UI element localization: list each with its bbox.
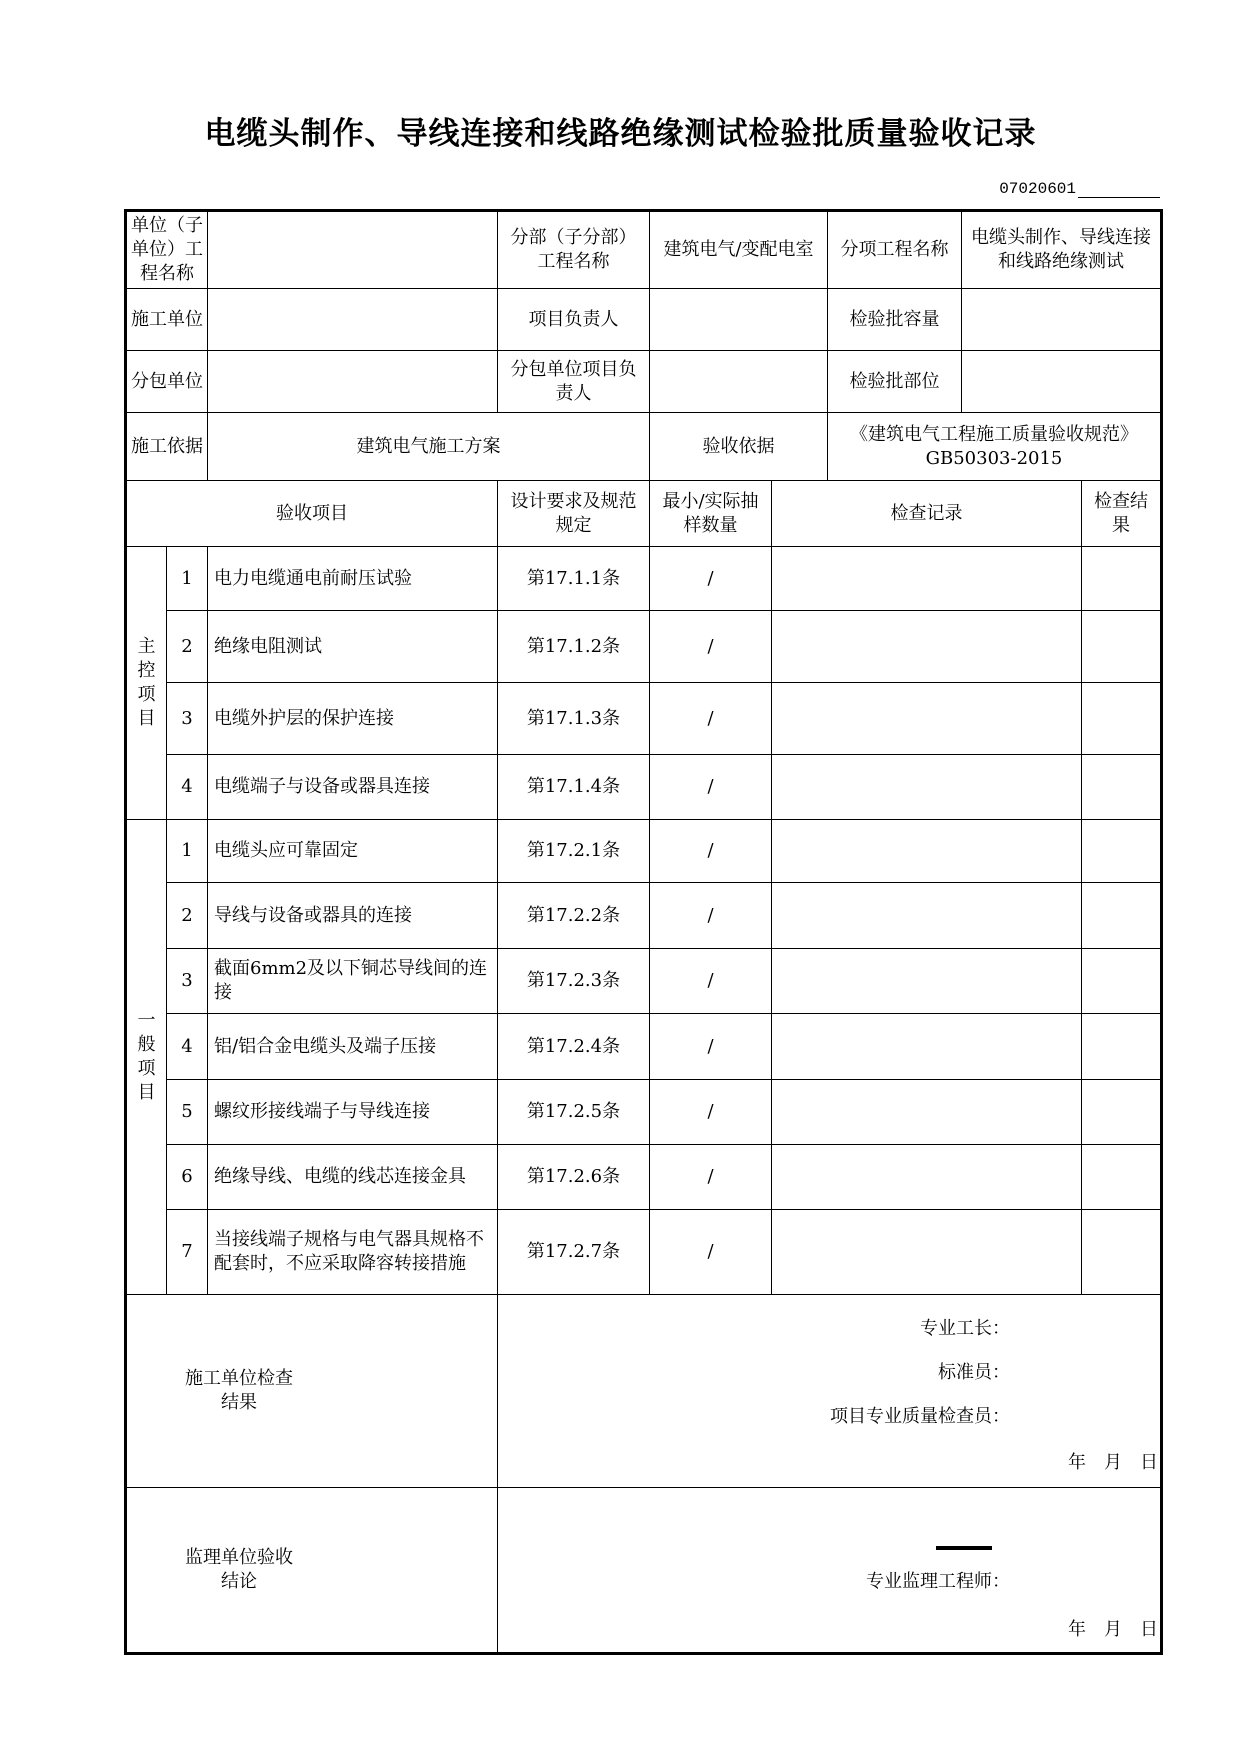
table-row	[126, 820, 1162, 883]
item-result[interactable]	[1082, 1014, 1162, 1080]
subitem-name-label: 分项工程名称	[828, 211, 962, 289]
item-name: 铝/铝合金电缆头及端子压接	[208, 1014, 498, 1080]
item-name: 绝缘电阻测试	[208, 611, 498, 683]
item-no: 2	[167, 883, 208, 949]
item-record[interactable]	[772, 683, 1082, 755]
acceptance-basis-value: 《建筑电气工程施工质量验收规范》GB50303-2015	[828, 413, 1162, 481]
item-name: 绝缘导线、电缆的线芯连接金具	[208, 1145, 498, 1210]
item-record[interactable]	[772, 1145, 1082, 1210]
item-sample[interactable]: /	[650, 883, 772, 949]
item-sample[interactable]: /	[650, 1014, 772, 1080]
item-no: 7	[167, 1210, 208, 1295]
item-clause: 第17.1.1条	[498, 547, 650, 611]
item-record[interactable]	[772, 611, 1082, 683]
item-record[interactable]	[772, 1210, 1082, 1295]
contractor-label: 施工单位	[126, 289, 208, 351]
item-name: 导线与设备或器具的连接	[208, 883, 498, 949]
item-clause: 第17.2.4条	[498, 1014, 650, 1080]
unit-name-label: 单位（子单位）工程名称	[126, 211, 208, 289]
item-no: 4	[167, 755, 208, 820]
item-clause: 第17.2.5条	[498, 1080, 650, 1145]
item-result[interactable]	[1082, 683, 1162, 755]
table-row	[126, 547, 1162, 611]
item-sample[interactable]: /	[650, 949, 772, 1014]
item-sample[interactable]: /	[650, 547, 772, 611]
subitem-name-value[interactable]: 电缆头制作、导线连接和线路绝缘测试	[962, 211, 1162, 289]
item-record[interactable]	[772, 547, 1082, 611]
batch-location-label: 检验批部位	[828, 351, 962, 413]
batch-capacity-label: 检验批容量	[828, 289, 962, 351]
item-clause: 第17.2.1条	[498, 820, 650, 883]
item-no: 2	[167, 611, 208, 683]
acceptance-basis-label: 验收依据	[650, 413, 828, 481]
item-record[interactable]	[772, 883, 1082, 949]
item-clause: 第17.2.6条	[498, 1145, 650, 1210]
item-no: 3	[167, 683, 208, 755]
item-sample[interactable]: /	[650, 820, 772, 883]
subcontractor-manager-value[interactable]	[650, 351, 828, 413]
item-name: 电力电缆通电前耐压试验	[208, 547, 498, 611]
subcontractor-manager-label: 分包单位项目负责人	[498, 351, 650, 413]
table-row	[126, 1080, 1162, 1145]
table-row	[126, 611, 1162, 683]
item-name: 当接线端子规格与电气器具规格不配套时，不应采取降容转接措施	[208, 1210, 498, 1295]
item-no: 3	[167, 949, 208, 1014]
standards-label: 标准员：	[938, 1362, 1011, 1383]
table-row	[126, 755, 1162, 820]
item-sample[interactable]: /	[650, 755, 772, 820]
page-title: 电缆头制作、导线连接和线路绝缘测试检验批质量验收记录	[204, 116, 1037, 152]
item-result[interactable]	[1082, 820, 1162, 883]
item-result[interactable]	[1082, 1080, 1162, 1145]
general-group-label: 一 般 项 目	[126, 820, 167, 1295]
basis-label: 施工依据	[126, 413, 208, 481]
item-clause: 第17.1.2条	[498, 611, 650, 683]
item-name: 截面6mm2及以下铜芯导线间的连接	[208, 949, 498, 1014]
item-clause: 第17.1.4条	[498, 755, 650, 820]
signature-mark	[936, 1546, 992, 1550]
contractor-date: 年 月 日	[1068, 1452, 1159, 1473]
col-design-req-header: 设计要求及规范规定	[498, 481, 650, 547]
main-group-label: 主 控 项 目	[126, 547, 167, 820]
item-name: 螺纹形接线端子与导线连接	[208, 1080, 498, 1145]
item-no: 6	[167, 1145, 208, 1210]
inspection-form	[124, 209, 1163, 1655]
supervisor-conclusion-label: 监理单位验收结论	[126, 1488, 498, 1654]
supervisor-conclusion-area[interactable]	[498, 1488, 1162, 1654]
table-row	[126, 1145, 1162, 1210]
subcontractor-value[interactable]	[208, 351, 498, 413]
item-result[interactable]	[1082, 547, 1162, 611]
supervisor-date: 年 月 日	[1068, 1619, 1159, 1640]
item-result[interactable]	[1082, 883, 1162, 949]
table-row	[126, 683, 1162, 755]
project-manager-value[interactable]	[650, 289, 828, 351]
item-name: 电缆外护层的保护连接	[208, 683, 498, 755]
item-clause: 第17.2.7条	[498, 1210, 650, 1295]
table-row	[126, 1210, 1162, 1295]
item-sample[interactable]: /	[650, 1145, 772, 1210]
item-result[interactable]	[1082, 1210, 1162, 1295]
contractor-check-area[interactable]	[498, 1295, 1162, 1488]
col-item-header: 验收项目	[126, 481, 498, 547]
item-record[interactable]	[772, 1014, 1082, 1080]
contractor-value[interactable]	[208, 289, 498, 351]
item-no: 1	[167, 547, 208, 611]
item-no: 1	[167, 820, 208, 883]
project-manager-label: 项目负责人	[498, 289, 650, 351]
basis-value[interactable]: 建筑电气施工方案	[208, 413, 650, 481]
col-result-header: 检查结果	[1082, 481, 1162, 547]
engineer-label: 专业监理工程师：	[866, 1571, 1011, 1592]
contractor-check-label: 施工单位检查结果	[126, 1295, 498, 1488]
form-code: 07020601	[999, 180, 1160, 198]
subcontractor-label: 分包单位	[126, 351, 208, 413]
division-name-label: 分部（子分部）工程名称	[498, 211, 650, 289]
foreman-label: 专业工长：	[920, 1318, 1011, 1339]
item-clause: 第17.1.3条	[498, 683, 650, 755]
table-row	[126, 883, 1162, 949]
item-no: 4	[167, 1014, 208, 1080]
item-clause: 第17.2.3条	[498, 949, 650, 1014]
batch-capacity-value[interactable]	[962, 289, 1162, 351]
item-record[interactable]	[772, 820, 1082, 883]
item-result[interactable]	[1082, 949, 1162, 1014]
inspector-label: 项目专业质量检查员：	[830, 1406, 1011, 1427]
item-sample[interactable]: /	[650, 683, 772, 755]
col-record-header: 检查记录	[772, 481, 1082, 547]
item-name: 电缆头应可靠固定	[208, 820, 498, 883]
form-code-blank	[1078, 181, 1160, 198]
item-sample[interactable]: /	[650, 611, 772, 683]
item-result[interactable]	[1082, 1145, 1162, 1210]
item-sample[interactable]: /	[650, 1080, 772, 1145]
item-result[interactable]	[1082, 611, 1162, 683]
item-no: 5	[167, 1080, 208, 1145]
division-name-value[interactable]: 建筑电气/变配电室	[650, 211, 828, 289]
col-sample-header: 最小/实际抽样数量	[650, 481, 772, 547]
item-sample[interactable]: /	[650, 1210, 772, 1295]
item-record[interactable]	[772, 949, 1082, 1014]
item-clause: 第17.2.2条	[498, 883, 650, 949]
table-row	[126, 949, 1162, 1014]
item-result[interactable]	[1082, 755, 1162, 820]
table-row	[126, 1014, 1162, 1080]
item-name: 电缆端子与设备或器具连接	[208, 755, 498, 820]
item-record[interactable]	[772, 755, 1082, 820]
batch-location-value[interactable]	[962, 351, 1162, 413]
item-record[interactable]	[772, 1080, 1082, 1145]
unit-name-value[interactable]	[208, 211, 498, 289]
